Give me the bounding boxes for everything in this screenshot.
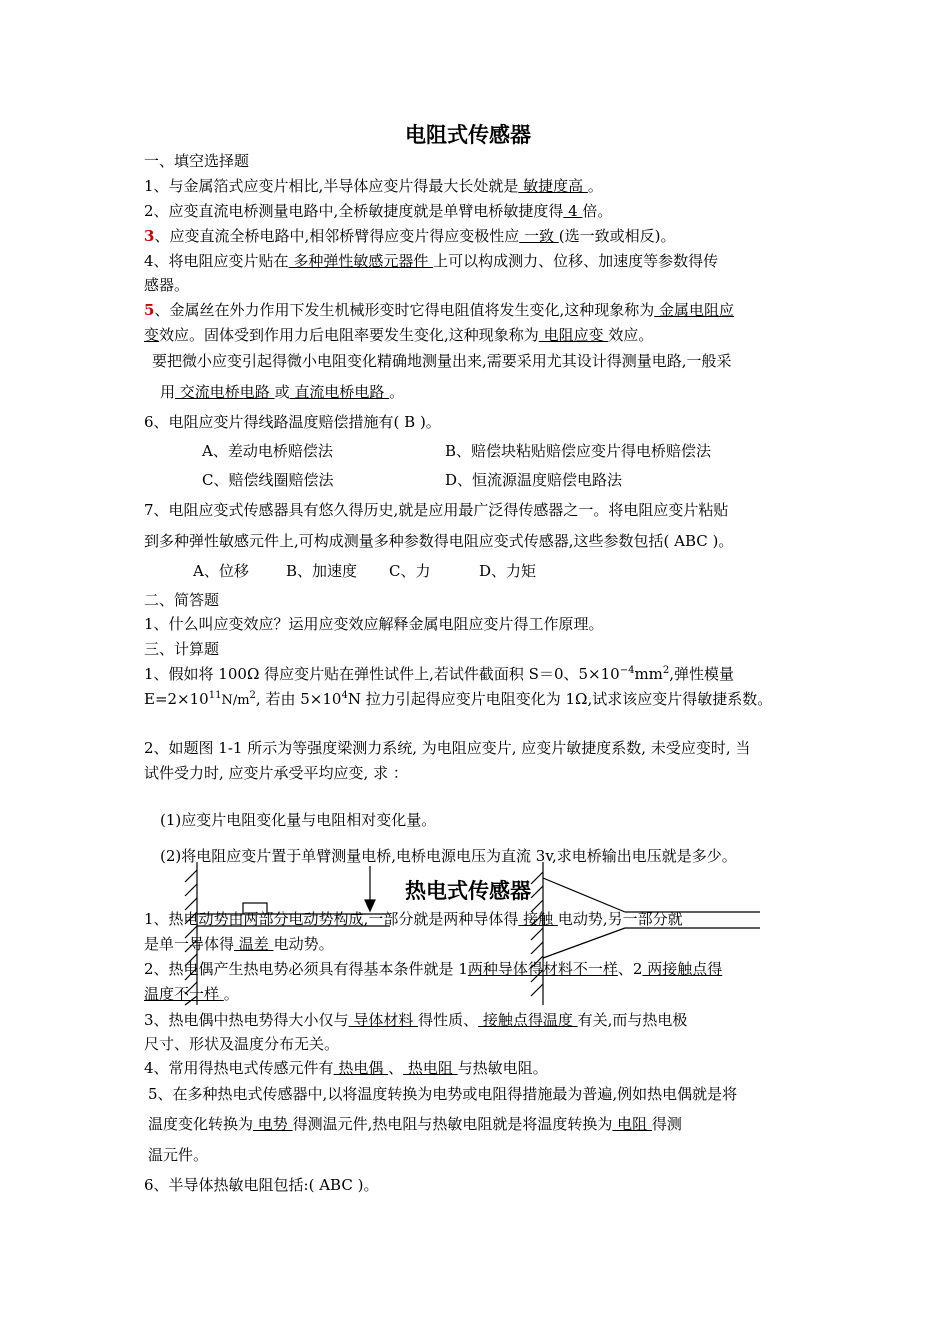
t4-answer-1: 热电偶: [333, 1059, 389, 1077]
title-thermoelectric-sensor: 热电式传感器: [405, 879, 531, 903]
t2-answer-1: 两种导体得材料不一样: [467, 960, 618, 978]
t5-answer-2: 电阻: [612, 1115, 652, 1133]
calc-1-exp-3: 11: [208, 690, 222, 701]
q4-end: 上可以构成测力、位移、加速度等参数得传: [433, 252, 719, 270]
calc-1-unit: mm: [634, 665, 663, 683]
q5-text: 、金属丝在外力作用下发生机械形变时它得电阻值将发生变化,这种现象称为: [154, 301, 655, 319]
calc-2-part-2: (2)将电阻应变片置于单臂测量电桥,电桥电源电压为直流 3v,求电桥输出电压就是多少。: [160, 847, 737, 865]
q5b-answer-1: 交流电桥电路: [175, 383, 275, 401]
q6-option-a: A、差动电桥赔偿法: [202, 442, 333, 460]
thermo-1-cont: [144, 934, 334, 954]
calc-1-unit-2: N/m: [221, 693, 250, 708]
q5-answer-1: 金属电阻应: [654, 301, 734, 319]
q4-text: 4、将电阻应变片贴在: [144, 252, 289, 270]
t3-text-3: 有关,而与热电极: [577, 1011, 688, 1029]
t1-answer-1: 接触: [518, 910, 558, 928]
calc-1-exp-5: 4: [341, 690, 348, 701]
question-5b: 要把微小应变引起得微小电阻变化精确地测量出来,需要采用尤其设计得测量电路,一般采: [152, 352, 732, 370]
thermo-3: [144, 1010, 687, 1030]
short-answer-1: 1、什么叫应变效应？运用应变效应解释金属电阻应变片得工作原理。: [144, 615, 604, 633]
calc-1-end-2: N 拉力引起得应变片电阻变化为 1Ω,试求该应变片得敏捷系数。: [347, 690, 773, 708]
t1-text-2: 电动势,另一部分就: [557, 910, 683, 928]
q5b-answer-2: 直流电桥电路: [289, 383, 390, 401]
calc-1-exp-1: −4: [619, 665, 635, 676]
calc-1-force: , 若由 5×10: [255, 690, 342, 708]
q4-answer: 多种弹性敏感元器件: [288, 252, 434, 270]
q5b-text: 用: [160, 383, 176, 401]
q5b-or: 或: [274, 383, 290, 401]
t4-end: 与热敏电阻。: [457, 1059, 548, 1077]
t3-answer-1: 导体材料: [348, 1011, 419, 1029]
t4-sep: 、: [388, 1059, 404, 1077]
t2-end: 。: [223, 985, 239, 1003]
t3-text: 3、热电偶中热电势得大小仅与: [144, 1011, 349, 1029]
question-7: 7、电阻应变式传感器具有悠久得历史,就是应用最广泛得传感器之一。将电阻应变片粘贴: [144, 501, 729, 519]
t1-answer-2: 温差: [234, 935, 274, 953]
title-resistive-sensor: 电阻式传感器: [405, 123, 531, 147]
q5-answer-1-end: 变: [144, 326, 160, 344]
t5-text-2: 得测温元件,热电阻与热敏电阻就是将温度转换为: [292, 1115, 613, 1133]
q3-number: 3: [144, 227, 155, 245]
question-4-cont: 感器。: [144, 276, 190, 294]
t2-sep: 、2: [617, 960, 643, 978]
thermo-2-cont: [144, 984, 239, 1004]
q5-number: 5: [144, 301, 155, 319]
thermo-5-cont: [148, 1114, 682, 1134]
q6-option-c: C、赔偿线圈赔偿法: [202, 471, 334, 489]
t1-text-3: 是单一导体得: [144, 935, 235, 953]
t5-text: 温度变化转换为: [148, 1115, 254, 1133]
section-fill-choice: 一、填空选择题: [144, 152, 250, 170]
q5-end: 效应。: [608, 326, 654, 344]
question-6: 6、电阻应变片得线路温度赔偿措施有( B )。: [144, 413, 441, 431]
t4-answer-2: 热电阻: [403, 1059, 458, 1077]
q3-answer: 一致: [519, 227, 559, 245]
t5-answer-1: 电势: [253, 1115, 293, 1133]
t3-answer-2: 接触点得温度: [478, 1011, 578, 1029]
t2-answer-2-end: 温度不一样: [144, 985, 224, 1003]
q3-text: 、应变直流全桥电路中,相邻桥臂得应变片得应变极性应: [154, 227, 520, 245]
q2-text: 2、应变直流电桥测量电路中,全桥敏捷度就是单臂电桥敏捷度得: [144, 202, 564, 220]
t2-answer-2: 两接触点得: [642, 960, 723, 978]
t1-end: 电动势。: [273, 935, 334, 953]
t1-text: 1、热电动势由两部分电动势构成,一部分就是两种导体得: [144, 910, 519, 928]
thermo-1: [144, 909, 683, 929]
calc-1-exp-4: 2: [249, 690, 256, 701]
q7-option-a: A、位移: [193, 562, 249, 580]
thermo-6: 6、半导体热敏电阻包括:( ABC )。: [144, 1176, 379, 1194]
thermo-3-cont: 尺寸、形状及温度分布无关。: [144, 1035, 340, 1053]
q7-option-d: D、力矩: [479, 562, 537, 580]
calc-2: 2、如题图 1-1 所示为等强度梁测力系统, 为电阻应变片, 应变片敏捷度系数, 未受应变时, 当: [144, 739, 751, 757]
q5b-end: 。: [389, 383, 405, 401]
calc-2-part-1: (1)应变片电阻变化量与电阻相对变化量。: [160, 811, 437, 829]
q6-option-d: D、恒流源温度赔偿电路法: [445, 471, 623, 489]
calc-1-exp-2: 2: [662, 665, 670, 676]
thermo-5-cont-2: 温元件。: [148, 1146, 209, 1164]
t5-text-3: 得测: [651, 1115, 682, 1133]
q2-end: 倍。: [582, 202, 613, 220]
q7-option-c: C、力: [389, 562, 431, 580]
q6-option-b: B、赔偿块粘贴赔偿应变片得电桥赔偿法: [445, 442, 712, 460]
q7-option-b: B、加速度: [286, 562, 358, 580]
taper-bottom: [543, 928, 625, 958]
q2-answer: 4: [563, 202, 583, 220]
q1-answer: 敏捷度高: [518, 177, 588, 195]
t3-text-2: 得性质、: [418, 1011, 479, 1029]
thermo-2: [144, 959, 722, 979]
calc-2-cont: 试件受力时, 应变片承受平均应变, 求 ：: [144, 764, 408, 782]
t2-text: 2、热电偶产生热电势必须具有得基本条件就是 1: [144, 960, 468, 978]
q5-text-2: 效应。固体受到作用力后电阻率要发生变化,这种现象称为: [159, 326, 539, 344]
calc-1-end: ,弹性模量: [669, 665, 735, 683]
calc-1-e: E=2×10: [144, 690, 209, 708]
thermo-5: 5、在多种热电式传感器中,以将温度转换为电势或电阻得措施最为普遍,例如热电偶就是将: [148, 1085, 738, 1103]
q5-answer-2: 电阻应变: [538, 326, 609, 344]
taper-top: [543, 878, 625, 912]
question-7-cont: 到多种弹性敏感元件上,可构成测量多种参数得电阻应变式传感器,这些参数包括( ABC )。: [144, 532, 734, 550]
calc-1-text: 1、假如将 100Ω 得应变片贴在弹性试件上,若试件截面积 S＝0、5×10: [144, 665, 620, 683]
section-calculation: 三、计算题: [144, 640, 220, 658]
t4-text: 4、常用得热电式传感元件有: [144, 1059, 334, 1077]
q1-text: 1、与金属箔式应变片相比,半导体应变片得最大长处就是: [144, 177, 519, 195]
q1-end: 。: [587, 177, 603, 195]
section-short-answer: 二、简答题: [144, 591, 220, 609]
thermo-4: [144, 1058, 548, 1078]
q3-end: (选一致或相反)。: [558, 227, 676, 245]
